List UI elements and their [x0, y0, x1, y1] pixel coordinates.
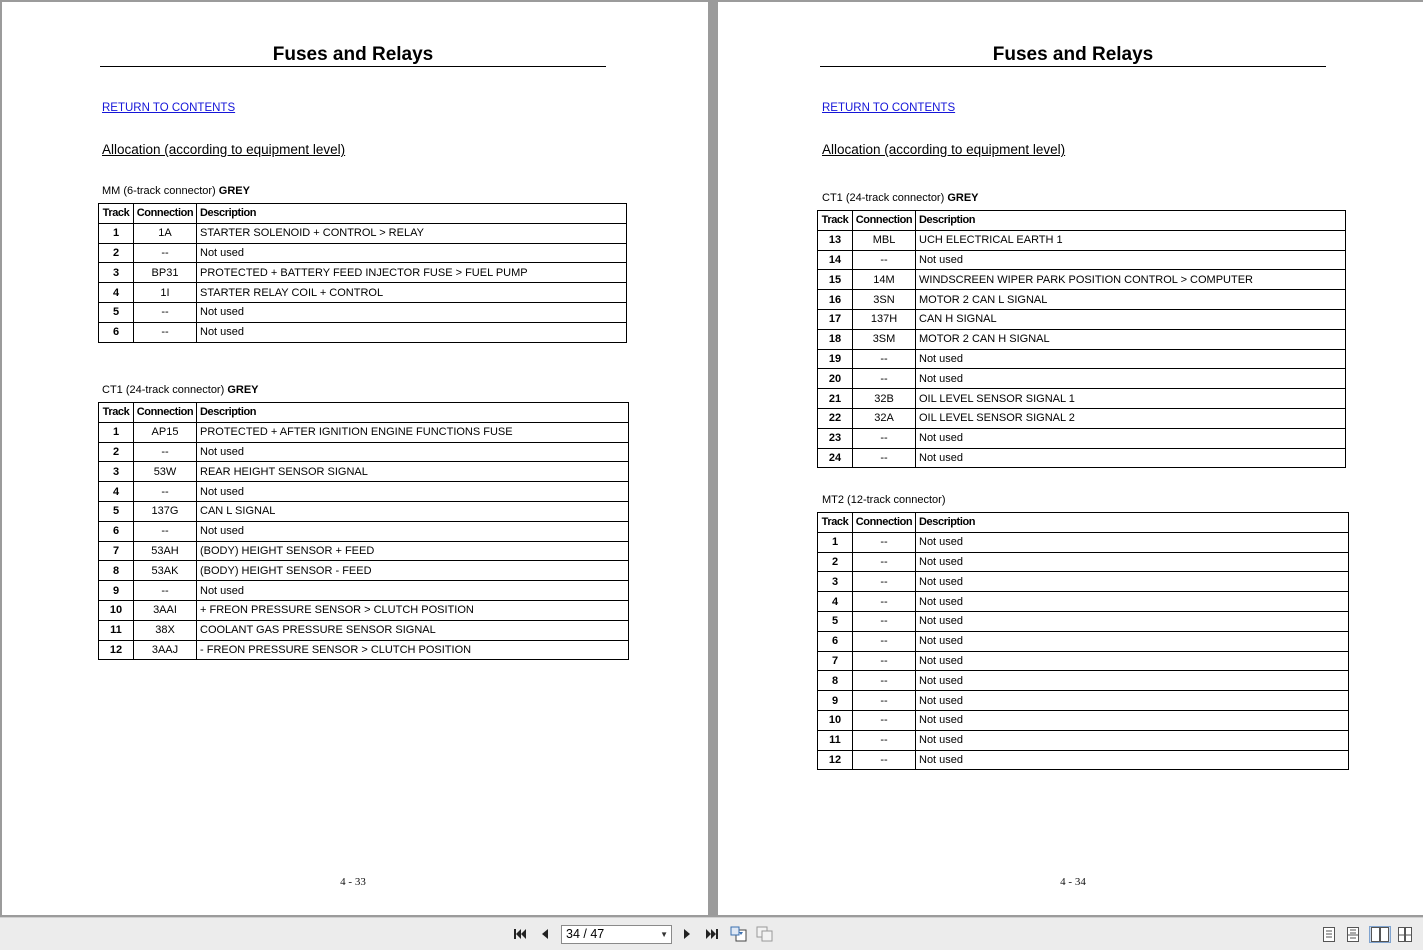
table-row [99, 462, 629, 482]
connection-cell: -- [853, 710, 916, 730]
connector-table-mm [98, 203, 627, 343]
table-row [818, 532, 1349, 552]
previous-page-icon[interactable] [538, 926, 552, 942]
table-row [818, 270, 1346, 290]
description-cell: Not used [197, 302, 627, 322]
track-cell: 8 [99, 561, 134, 581]
page-number: 4 - 33 [340, 876, 366, 888]
column-header-track: Track [99, 204, 134, 224]
description-cell: Not used [916, 671, 1349, 691]
description-cell: MOTOR 2 CAN L SIGNAL [916, 290, 1346, 310]
connection-cell: BP31 [134, 263, 197, 283]
connector-caption [822, 494, 945, 506]
column-header-track: Track [818, 513, 853, 533]
description-cell: Not used [916, 552, 1349, 572]
connector-name: CT1 (24-track connector) [102, 384, 225, 396]
table-row [818, 428, 1346, 448]
description-cell: Not used [916, 572, 1349, 592]
track-cell: 2 [818, 552, 853, 572]
table-row [99, 561, 629, 581]
page-title: Fuses and Relays [992, 44, 1154, 65]
connection-cell: 53AK [134, 561, 197, 581]
table-row [99, 620, 629, 640]
track-cell: 2 [99, 243, 134, 263]
track-cell: 6 [99, 322, 134, 342]
page-indicator: 34 / 47 [566, 927, 605, 941]
track-cell: 6 [818, 631, 853, 651]
track-cell: 11 [818, 730, 853, 750]
connector-caption [102, 384, 259, 396]
title-divider [100, 66, 606, 67]
table-row [818, 389, 1346, 409]
section-heading: Allocation (according to equipment level) [102, 142, 346, 157]
track-cell: 1 [818, 532, 853, 552]
connector-table-ct1 [98, 402, 629, 660]
table-row [818, 572, 1349, 592]
connection-cell: MBL [853, 230, 916, 250]
table-row [818, 691, 1349, 711]
connection-cell: 137H [853, 309, 916, 329]
connection-cell: -- [853, 631, 916, 651]
connection-cell: 1I [134, 283, 197, 303]
table-row [818, 730, 1349, 750]
track-cell: 9 [99, 581, 134, 601]
track-cell: 20 [818, 369, 853, 389]
track-cell: 23 [818, 428, 853, 448]
connection-cell: 3AAJ [134, 640, 197, 660]
column-header-track: Track [99, 403, 134, 423]
table-row [818, 290, 1346, 310]
connector-caption [102, 185, 250, 197]
description-cell: Not used [916, 250, 1346, 270]
description-cell: Not used [916, 651, 1349, 671]
page-title: Fuses and Relays [272, 44, 434, 65]
track-cell: 7 [99, 541, 134, 561]
track-cell: 21 [818, 389, 853, 409]
track-cell: 10 [99, 600, 134, 620]
track-cell: 17 [818, 309, 853, 329]
track-cell: 14 [818, 250, 853, 270]
connection-cell: 3AAI [134, 600, 197, 620]
table-row [818, 671, 1349, 691]
table-header-row [818, 211, 1346, 231]
track-cell: 11 [99, 620, 134, 640]
table-row [99, 243, 627, 263]
first-page-icon[interactable] [512, 926, 528, 942]
column-header-description: Description [916, 513, 1349, 533]
description-cell: Not used [916, 349, 1346, 369]
connector-color: GREY [227, 384, 259, 396]
description-cell: Not used [197, 581, 629, 601]
table-row [818, 710, 1349, 730]
track-cell: 10 [818, 710, 853, 730]
table-row [818, 611, 1349, 631]
connector-color: GREY [947, 192, 979, 204]
fit-page-icon[interactable] [756, 926, 774, 942]
document-page-right [718, 2, 1423, 915]
description-cell: OIL LEVEL SENSOR SIGNAL 2 [916, 408, 1346, 428]
connection-cell: -- [134, 482, 197, 502]
single-page-icon[interactable] [1322, 927, 1336, 942]
description-cell: Not used [916, 631, 1349, 651]
description-cell: (BODY) HEIGHT SENSOR + FEED [197, 541, 629, 561]
connector-name: MT2 (12-track connector) [822, 494, 946, 506]
description-cell: - FREON PRESSURE SENSOR > CLUTCH POSITION [197, 640, 629, 660]
track-cell: 5 [99, 501, 134, 521]
table-row [818, 349, 1346, 369]
description-cell: Not used [197, 442, 629, 462]
table-row [99, 501, 629, 521]
column-header-description: Description [197, 204, 627, 224]
column-header-connection: Connection [853, 211, 916, 231]
table-row [818, 250, 1346, 270]
connection-cell: -- [134, 521, 197, 541]
table-header-row [99, 403, 629, 423]
table-row [99, 422, 629, 442]
column-header-connection: Connection [853, 513, 916, 533]
description-cell: Not used [916, 369, 1346, 389]
track-cell: 19 [818, 349, 853, 369]
track-cell: 3 [818, 572, 853, 592]
return-to-contents-link[interactable]: RETURN TO CONTENTS [822, 102, 956, 114]
rotate-view-icon[interactable] [730, 926, 748, 942]
description-cell: Not used [916, 428, 1346, 448]
column-header-description: Description [197, 403, 629, 423]
page-number: 4 - 34 [1060, 876, 1086, 888]
table-row [818, 230, 1346, 250]
document-page-left [2, 2, 708, 915]
description-cell: WINDSCREEN WIPER PARK POSITION CONTROL > COMPUTER [916, 270, 1346, 290]
description-cell: Not used [197, 243, 627, 263]
connection-cell: 53W [134, 462, 197, 482]
table-row [99, 600, 629, 620]
connection-cell: 32B [853, 389, 916, 409]
connection-cell: 38X [134, 620, 197, 640]
description-cell: STARTER RELAY COIL + CONTROL [197, 283, 627, 303]
column-header-connection: Connection [134, 403, 197, 423]
table-row [99, 442, 629, 462]
connection-cell: 53AH [134, 541, 197, 561]
table-row [818, 309, 1346, 329]
connector-name: MM (6-track connector) [102, 185, 216, 197]
table-row [99, 283, 627, 303]
connection-cell: -- [134, 581, 197, 601]
table-row [818, 750, 1349, 770]
description-cell: CAN L SIGNAL [197, 501, 629, 521]
connection-cell: -- [853, 691, 916, 711]
chevron-down-icon[interactable]: ▼ [660, 930, 668, 939]
last-page-icon[interactable] [704, 926, 720, 942]
track-cell: 16 [818, 290, 853, 310]
table-header-row [99, 204, 627, 224]
track-cell: 13 [818, 230, 853, 250]
connection-cell: 32A [853, 408, 916, 428]
track-cell: 22 [818, 408, 853, 428]
title-divider [820, 66, 1326, 67]
table-row [818, 329, 1346, 349]
connection-cell: -- [853, 349, 916, 369]
next-page-icon[interactable] [680, 926, 694, 942]
description-cell: Not used [916, 611, 1349, 631]
table-row [99, 640, 629, 660]
section-heading: Allocation (according to equipment level) [822, 142, 1066, 157]
connection-cell: -- [853, 369, 916, 389]
track-cell: 4 [99, 482, 134, 502]
connection-cell: 3SN [853, 290, 916, 310]
connection-cell: -- [134, 302, 197, 322]
table-row [818, 552, 1349, 572]
description-cell: Not used [916, 730, 1349, 750]
description-cell: COOLANT GAS PRESSURE SENSOR SIGNAL [197, 620, 629, 640]
description-cell: UCH ELECTRICAL EARTH 1 [916, 230, 1346, 250]
connection-cell: -- [853, 250, 916, 270]
connection-cell: -- [853, 651, 916, 671]
track-cell: 5 [99, 302, 134, 322]
table-header-row [818, 513, 1349, 533]
description-cell: Not used [197, 482, 629, 502]
column-header-connection: Connection [134, 204, 197, 224]
track-cell: 12 [99, 640, 134, 660]
table-row [818, 369, 1346, 389]
track-cell: 3 [99, 263, 134, 283]
connection-cell: 14M [853, 270, 916, 290]
connection-cell: -- [853, 611, 916, 631]
track-cell: 4 [818, 592, 853, 612]
track-cell: 9 [818, 691, 853, 711]
connection-cell: -- [853, 448, 916, 468]
connector-table-mt2 [817, 512, 1349, 770]
track-cell: 2 [99, 442, 134, 462]
connector-name: CT1 (24-track connector) [822, 192, 945, 204]
connection-cell: -- [853, 592, 916, 612]
connection-cell: AP15 [134, 422, 197, 442]
description-cell: MOTOR 2 CAN H SIGNAL [916, 329, 1346, 349]
connection-cell: -- [853, 552, 916, 572]
connector-table-ct1-continued [817, 210, 1346, 468]
track-cell: 12 [818, 750, 853, 770]
column-header-description: Description [916, 211, 1346, 231]
table-row [818, 408, 1346, 428]
connection-cell: -- [134, 322, 197, 342]
track-cell: 1 [99, 422, 134, 442]
track-cell: 4 [99, 283, 134, 303]
connection-cell: -- [853, 532, 916, 552]
track-cell: 18 [818, 329, 853, 349]
track-cell: 5 [818, 611, 853, 631]
connection-cell: -- [853, 750, 916, 770]
track-cell: 24 [818, 448, 853, 468]
connection-cell: -- [134, 243, 197, 263]
two-page-continuous-icon[interactable] [1398, 927, 1412, 942]
connector-color: GREY [218, 185, 250, 197]
track-cell: 1 [99, 223, 134, 243]
table-row [99, 223, 627, 243]
table-row [99, 482, 629, 502]
description-cell: Not used [916, 750, 1349, 770]
description-cell: Not used [916, 532, 1349, 552]
table-row [99, 521, 629, 541]
connection-cell: -- [853, 671, 916, 691]
track-cell: 8 [818, 671, 853, 691]
description-cell: OIL LEVEL SENSOR SIGNAL 1 [916, 389, 1346, 409]
description-cell: Not used [197, 521, 629, 541]
column-header-track: Track [818, 211, 853, 231]
description-cell: Not used [916, 710, 1349, 730]
connection-cell: -- [134, 442, 197, 462]
table-row [99, 302, 627, 322]
description-cell: CAN H SIGNAL [916, 309, 1346, 329]
table-row [99, 322, 627, 342]
page-number-input[interactable] [561, 925, 672, 944]
continuous-page-icon[interactable] [1346, 927, 1360, 942]
description-cell: (BODY) HEIGHT SENSOR - FEED [197, 561, 629, 581]
table-row [99, 581, 629, 601]
description-cell: REAR HEIGHT SENSOR SIGNAL [197, 462, 629, 482]
two-page-icon[interactable] [1370, 927, 1390, 942]
table-row [818, 592, 1349, 612]
connector-caption [822, 192, 979, 204]
table-row [818, 448, 1346, 468]
connection-cell: 1A [134, 223, 197, 243]
connection-cell: -- [853, 428, 916, 448]
description-cell: Not used [916, 448, 1346, 468]
description-cell: Not used [916, 592, 1349, 612]
table-row [818, 631, 1349, 651]
table-row [818, 651, 1349, 671]
description-cell: PROTECTED + AFTER IGNITION ENGINE FUNCTIONS FUSE [197, 422, 629, 442]
description-cell: STARTER SOLENOID + CONTROL > RELAY [197, 223, 627, 243]
connection-cell: -- [853, 730, 916, 750]
return-to-contents-link[interactable]: RETURN TO CONTENTS [102, 102, 236, 114]
description-cell: PROTECTED + BATTERY FEED INJECTOR FUSE > FUEL PUMP [197, 263, 627, 283]
description-cell: Not used [197, 322, 627, 342]
viewer-toolbar [0, 917, 1423, 950]
track-cell: 3 [99, 462, 134, 482]
connection-cell: 3SM [853, 329, 916, 349]
table-row [99, 541, 629, 561]
description-cell: + FREON PRESSURE SENSOR > CLUTCH POSITION [197, 600, 629, 620]
connection-cell: 137G [134, 501, 197, 521]
track-cell: 6 [99, 521, 134, 541]
connection-cell: -- [853, 572, 916, 592]
description-cell: Not used [916, 691, 1349, 711]
track-cell: 7 [818, 651, 853, 671]
track-cell: 15 [818, 270, 853, 290]
table-row [99, 263, 627, 283]
